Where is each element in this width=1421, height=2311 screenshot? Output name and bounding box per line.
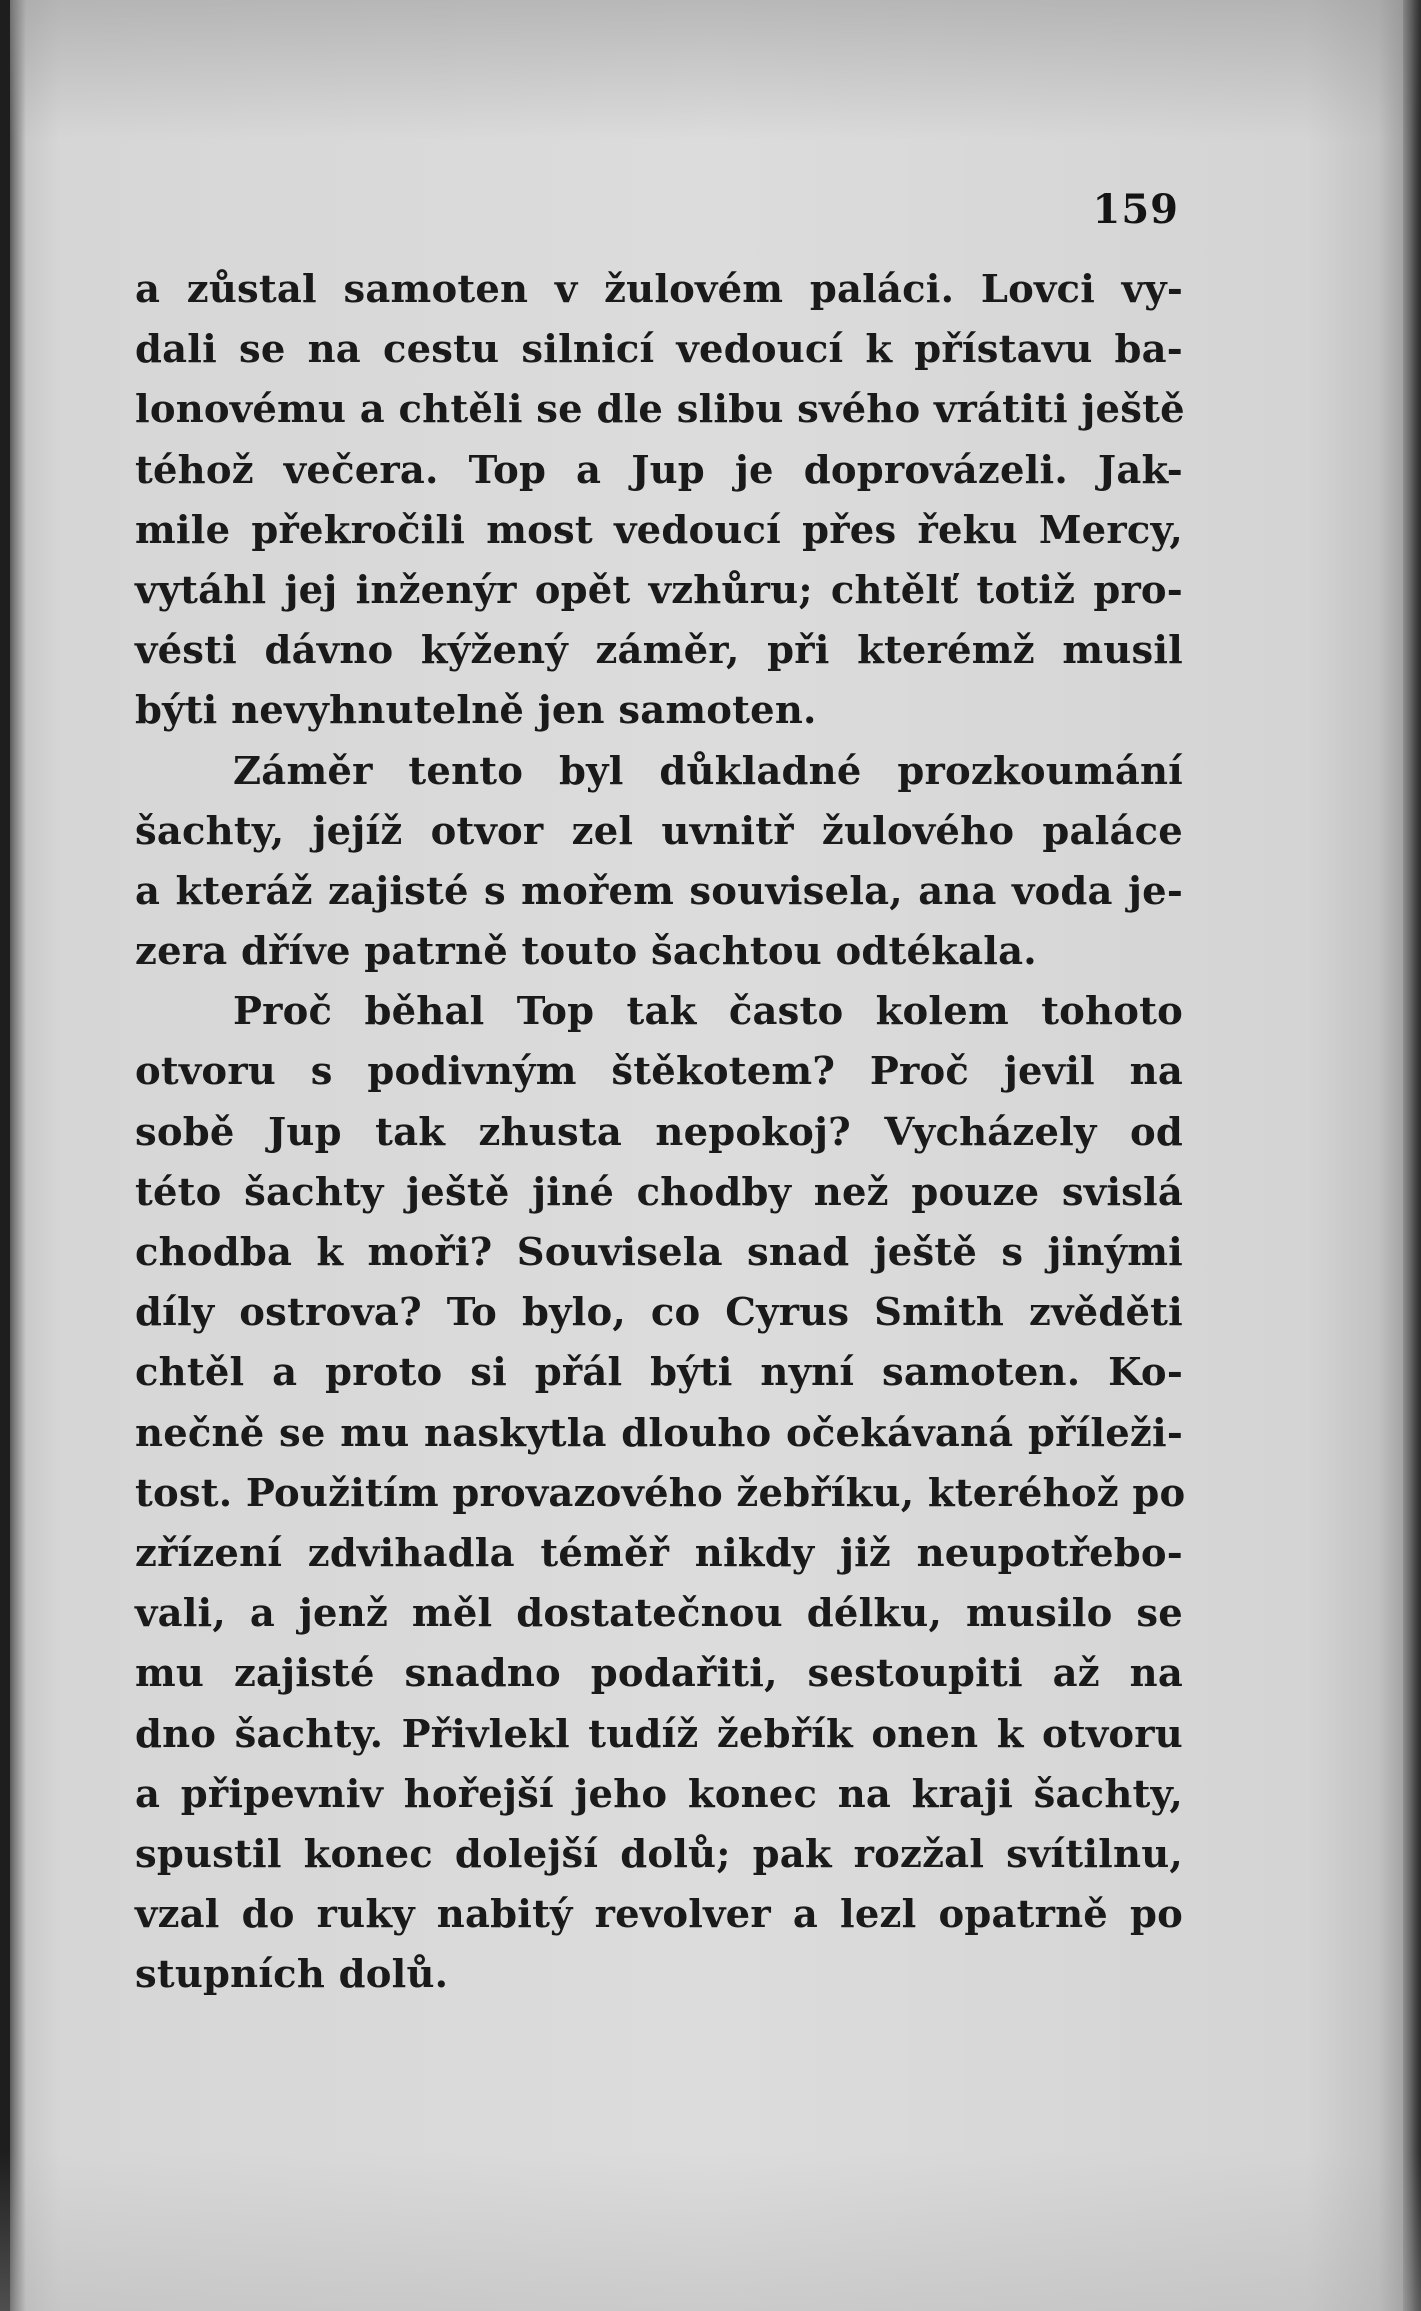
text-line: a připevniv hořejší jeho konec na kraji šachty, [135, 1771, 1183, 1817]
text-line: vali, a jenž měl dostatečnou délku, musilo se [135, 1591, 1183, 1637]
text-line: Proč běhal Top tak často kolem tohoto [233, 989, 1183, 1035]
text-line: díly ostrova? To bylo, co Cyrus Smith zvěděti [135, 1290, 1183, 1336]
text-line: téhož večera. Top a Jup je doprovázeli. Jak- [135, 447, 1183, 493]
page-number: 159 [1092, 186, 1179, 233]
text-line: vytáhl jej inženýr opět vzhůru; chtělť totiž pro- [135, 567, 1183, 613]
text-line: chtěl a proto si přál býti nyní samoten. Ko- [135, 1350, 1183, 1396]
text-line: nečně se mu naskytla dlouho očekávaná příleži- [135, 1410, 1183, 1456]
text-line: tost. Použitím provazového žebříku, kteréhož po [135, 1470, 1186, 1516]
text-line: mile překročili most vedoucí přes řeku Mercy, [135, 507, 1183, 553]
text-line: vzal do ruky nabitý revolver a lezl opatrně po [135, 1892, 1183, 1938]
text-line: dno šachty. Přivlekl tudíž žebřík onen k otvoru [135, 1711, 1183, 1757]
text-line: Záměr tento byl důkladné prozkoumání [233, 748, 1183, 794]
text-line: otvoru s podivným štěkotem? Proč jevil na [135, 1049, 1183, 1095]
text-line: spustil konec dolejší dolů; pak rozžal svítilnu, [135, 1831, 1183, 1877]
text-line: šachty, jejíž otvor zel uvnitř žulového paláce [135, 808, 1183, 854]
text-line: zera dříve patrně touto šachtou odtékala. [135, 929, 1037, 975]
text-line: mu zajisté snadno podařiti, sestoupiti až na [135, 1651, 1183, 1697]
text-line: zřízení zdvihadla téměř nikdy již neupotřebo- [135, 1530, 1183, 1576]
text-line: stupních dolů. [135, 1952, 449, 1998]
page-binding-shadow [0, 0, 10, 2311]
text-line: dali se na cestu silnicí vedoucí k přístavu ba- [135, 327, 1183, 373]
text-line: chodba k moři? Souvisela snad ještě s jinými [135, 1230, 1183, 1275]
text-line: vésti dávno kýžený záměr, při kterémž musil [135, 628, 1183, 674]
text-line: a zůstal samoten v žulovém paláci. Lovci vy- [135, 267, 1183, 312]
text-line: býti nevyhnutelně jen samoten. [135, 688, 817, 734]
page-edge-shadow [1403, 0, 1421, 2311]
text-line: sobě Jup tak zhusta nepokoj? Vycházely od [135, 1109, 1183, 1155]
text-line: této šachty ještě jiné chodby než pouze svislá [135, 1169, 1183, 1215]
body-text [135, 260, 1186, 2005]
text-line: lonovému a chtěli se dle slibu svého vrátiti ještě [135, 387, 1185, 433]
text-line: a kteráž zajisté s mořem souvisela, ana voda je- [135, 868, 1183, 914]
